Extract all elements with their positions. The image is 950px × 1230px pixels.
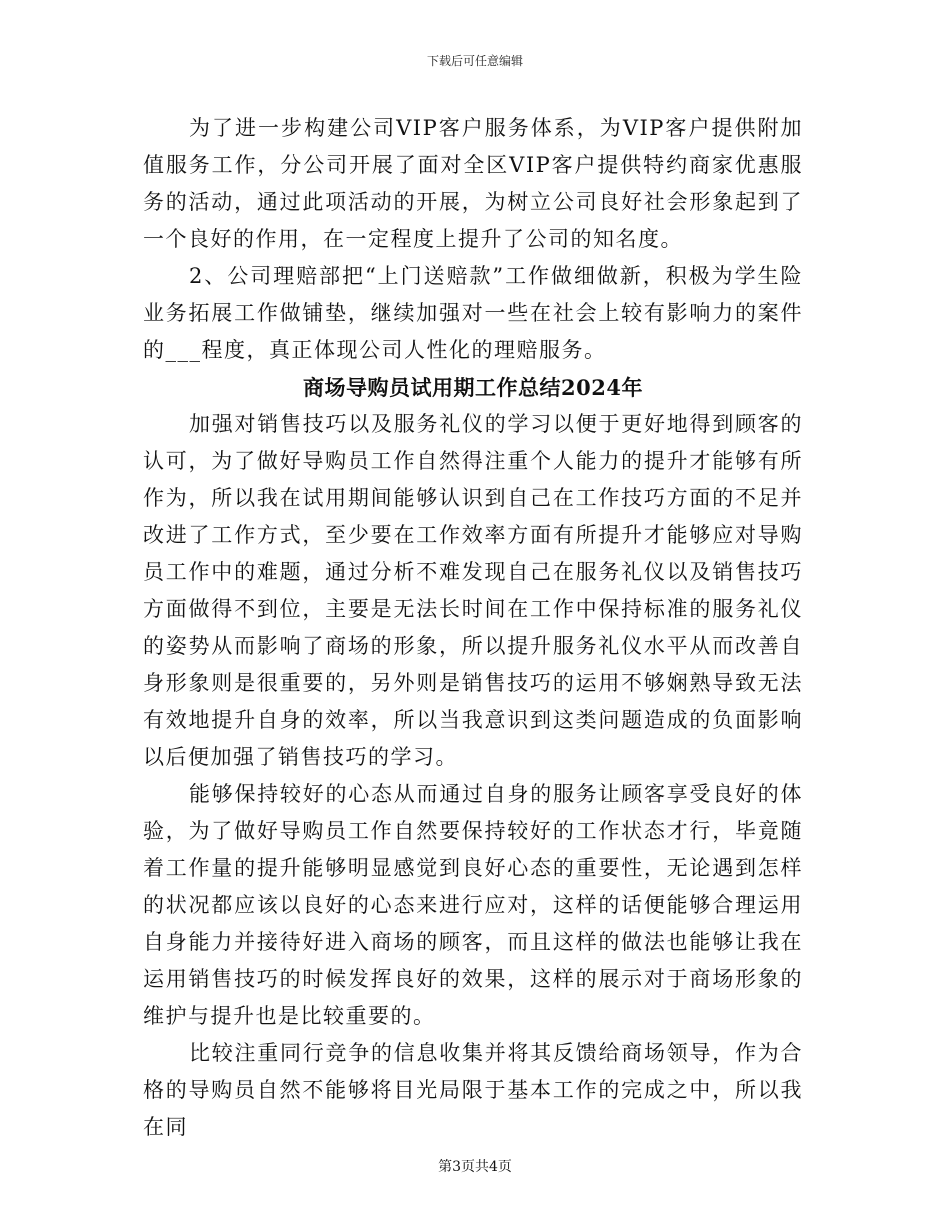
document-body: [143, 110, 803, 1146]
paragraph-vip-service: 为了进一步构建公司VIP客户服务体系，为VIP客户提供附加值服务工作，分公司开展了面对全区VIP客户提供特约商家优惠服务的活动，通过此项活动的开展，为树立公司良好社会形象起到了一个良好的作用，在一定程度上提升了公司的知名度。: [143, 116, 803, 251]
paragraph-attitude: 能够保持较好的心态从而通过自身的服务让顾客享受良好的体验，为了做好导购员工作自然要保持较好的工作状态才行，毕竟随着工作量的提升能够明显感觉到良好心态的重要性，无论遇到怎样的状况都应该以良好的心态来进行应对，这样的话便能够合理运用自身能力并接待好进入商场的顾客，而且这样的做法也能够让我在运用销售技巧的时候发挥良好的效果，这样的展示对于商场形象的维护与提升也是比较重要的。: [143, 782, 803, 1028]
paragraph-claims: 2、公司理赔部把“上门送赔款”工作做细做新，积极为学生险业务拓展工作做铺垫，继续加强对一些在社会上较有影响力的案件的___程度，真正体现公司人性化的理赔服务。: [143, 264, 803, 362]
paragraph-sales-skills: 加强对销售技巧以及服务礼仪的学习以便于更好地得到顾客的认可，为了做好导购员工作自然得注重个人能力的提升才能够有所作为，所以我在试用期间能够认识到自己在工作技巧方面的不足并改进了工作方式，至少要在工作效率方面有所提升才能够应对导购员工作中的难题，通过分析不难发现自己在服务礼仪以及销售技巧方面做得不到位，主要是无法长时间在工作中保持标准的服务礼仪的姿势从而影响了商场的形象，所以提升服务礼仪水平从而改善自身形象则是很重要的，另外则是销售技巧的运用不够娴熟导致无法有效地提升自身的效率，所以当我意识到这类问题造成的负面影响以后便加强了销售技巧的学习。: [143, 412, 803, 769]
header-note: 下载后可任意编辑: [426, 54, 523, 68]
paragraph-competition: 比较注重同行竞争的信息收集并将其反馈给商场领导，作为合格的导购员自然不能够将目光局限于基本工作的完成之中，所以我在同: [143, 1041, 803, 1139]
page-number: 第3页共4页: [438, 1159, 512, 1175]
section-title: 商场导购员试用期工作总结2024年: [303, 375, 643, 400]
